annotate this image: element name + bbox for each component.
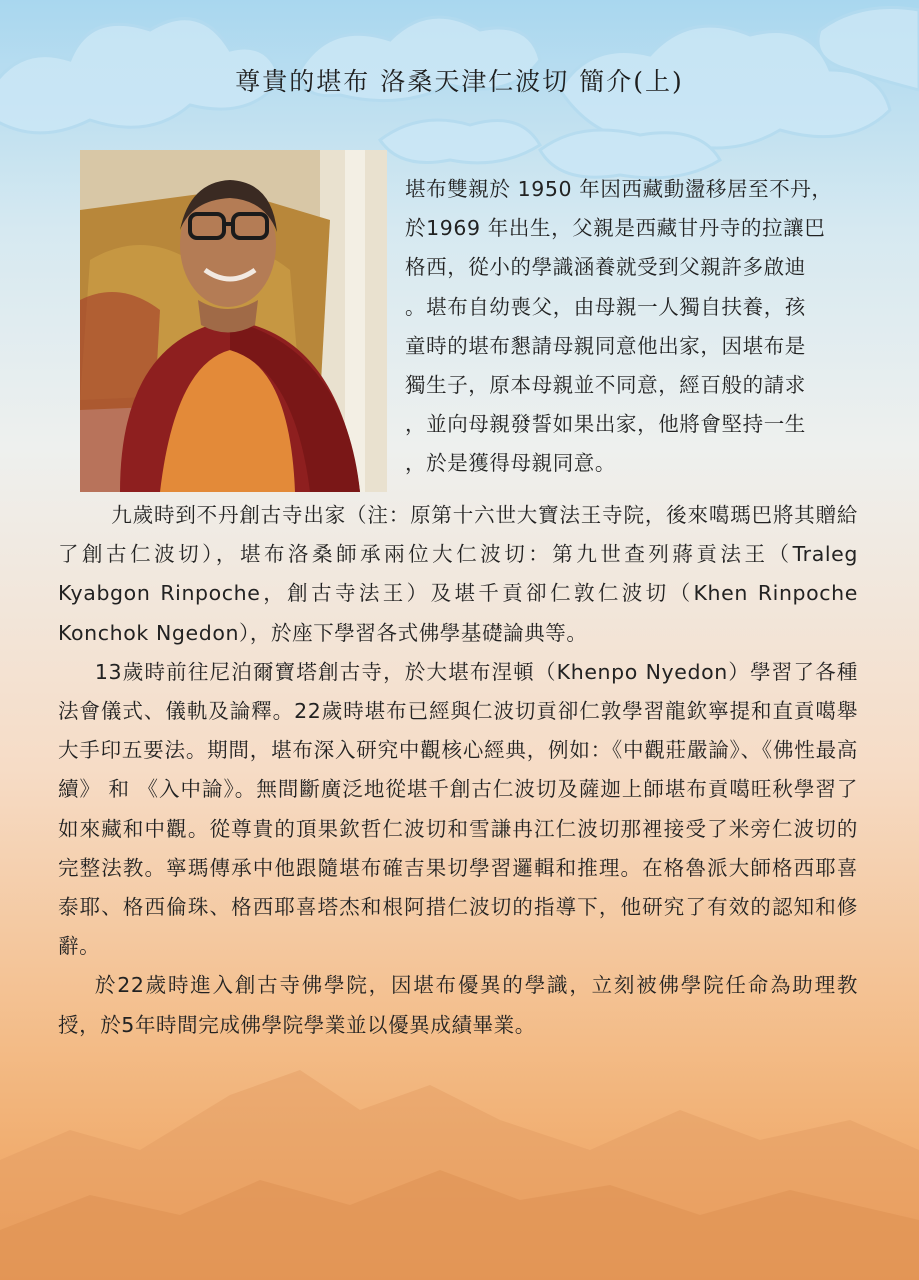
intro-text xyxy=(405,170,850,484)
body-text xyxy=(58,496,858,1045)
portrait-photo xyxy=(80,150,387,492)
intro-line: ，並向母親發誓如果出家，他將會堅持一生 xyxy=(405,412,806,437)
intro-line: 。堪布自幼喪父，由母親一人獨自扶養，孩 xyxy=(405,294,806,319)
paragraph-ordination: 九歲時到不丹創古寺出家（注：原第十六世大寶法王寺院，後來噶瑪巴將其贈給了創古仁波切），堪布洛桑師承兩位大仁波切：第九世查列蔣貢法王（Traleg Kyabgon Rinpoche，創古寺法王）及堪千貢卻仁敦仁波切（Khen Rinpoche Konchok Ngedon），於座下學習各式佛學基礎論典等。 xyxy=(58,503,858,645)
page-title: 尊貴的堪布 洛桑天津仁波切 簡介(上) xyxy=(235,67,684,96)
intro-line: 堪布雙親於 1950 年因西藏動盪移居至不丹， xyxy=(405,177,833,201)
intro-line: ，於是獲得母親同意。 xyxy=(405,451,616,476)
intro-line: 童時的堪布懇請母親同意他出家，因堪布是 xyxy=(405,333,806,358)
intro-line: 獨生子，原本母親並不同意，經百般的請求 xyxy=(405,373,806,398)
paragraph-studies: 13歲時前往尼泊爾寶塔創古寺，於大堪布涅頓（Khenpo Nyedon）學習了各種法會儀式、儀軌及論釋。22歲時堪布已經與仁波切貢卻仁敦學習龍欽寧提和直貢噶舉大手印五要法。期間，堪布深入研究中觀核心經典，例如：《中觀莊嚴論》、《佛性最高續》 和 《入中論》。無間斷廣泛地從堪千創古仁波切及薩迦上師堪布貢噶旺秋學習了如來藏和中觀。從尊貴的頂果欽哲仁波切和雪謙冉江仁波切那裡接受了米旁仁波切的完整法教。寧瑪傳承中他跟隨堪布確吉果切學習邏輯和推理。在格魯派大師格西耶喜泰耶、格西倫珠、格西耶喜塔杰和根阿措仁波切的指導下，他研究了有效的認知和修辭。 xyxy=(58,659,858,959)
paragraph-institute: 於22歲時進入創古寺佛學院，因堪布優異的學識，立刻被佛學院任命為助理教授，於5年時間完成佛學院學業並以優異成績畢業。 xyxy=(58,973,858,1037)
intro-line: 格西，從小的學識涵養就受到父親許多啟迪 xyxy=(405,255,806,280)
intro-line: 於1969 年出生，父親是西藏甘丹寺的拉讓巴 xyxy=(405,216,826,241)
